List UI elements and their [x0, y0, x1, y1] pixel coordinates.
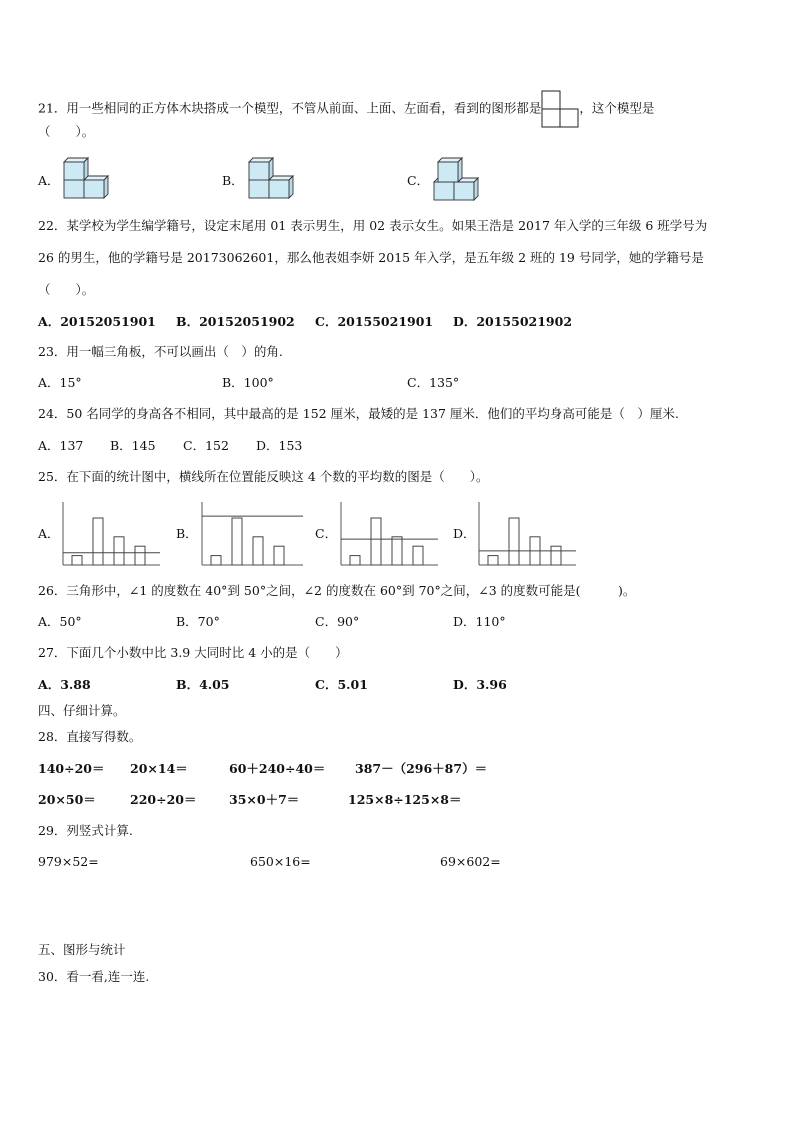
chart-bar — [114, 537, 124, 565]
q23-text: 23．用一幅三角板，不可以画出（ ）的角. — [38, 344, 283, 359]
q21-model-a-image — [62, 156, 110, 200]
q22-option-d[interactable]: D．20155021902 — [453, 314, 573, 329]
chart-bar — [93, 518, 103, 565]
q22-option-c[interactable]: C．20155021901 — [315, 314, 434, 329]
q22-option-b[interactable]: B．20152051902 — [176, 314, 295, 329]
q21-paren: （ ）。 — [38, 124, 95, 139]
q28-item: 125×8÷125×8＝ — [348, 792, 462, 807]
q28-item: 35×0＋7＝ — [229, 792, 300, 807]
q23-option-b[interactable]: B．100° — [222, 375, 274, 390]
q28-item: 140÷20＝ — [38, 761, 105, 776]
q21-text-b: ，这个模型是 — [579, 100, 655, 116]
chart-bar — [551, 546, 561, 565]
chart-bar — [413, 546, 423, 565]
q24-text: 24．50 名同学的身高各不相同，其中最高的是 152 厘米，最矮的是 137 厘米．他们的平均身高可能是（ ）厘米. — [38, 406, 679, 421]
q21-line — [38, 90, 654, 128]
q26-text: 26．三角形中，∠1 的度数在 40°到 50°之间，∠2 的度数在 60°到 70°之间，∠3 的度数可能是( )。 — [38, 583, 636, 598]
q25-chart-d — [476, 500, 578, 568]
q29-item: 979×52= — [38, 854, 99, 869]
q29-text: 29．列竖式计算. — [38, 823, 133, 838]
chart-bar — [371, 518, 381, 565]
q25-chart-b — [199, 500, 305, 568]
q22-line2: 26 的男生，他的学籍号是 20173062601，那么他表姐李妍 2015 年入学，是五年级 2 班的 19 号同学，她的学籍号是 — [38, 250, 704, 265]
q25-option-c[interactable]: C． — [315, 526, 338, 541]
q24-option-b[interactable]: B．145 — [110, 438, 156, 453]
chart-bar — [135, 546, 145, 565]
q22-option-a[interactable]: A．20152051901 — [38, 314, 156, 329]
chart-bar — [350, 556, 360, 565]
q26-option-b[interactable]: B．70° — [176, 614, 220, 629]
q24-option-a[interactable]: A．137 — [38, 438, 84, 453]
chart-bar — [392, 537, 402, 565]
chart-bar — [211, 556, 221, 565]
section4-heading: 四、仔细计算。 — [38, 703, 126, 718]
q28-item: 387－（296＋87）＝ — [355, 761, 488, 776]
q24-option-d[interactable]: D．153 — [256, 438, 303, 453]
q21-text-a: 21．用一些相同的正方体木块搭成一个模型，不管从前面、上面、左面看，看到的图形都是 — [38, 100, 542, 116]
q23-option-c[interactable]: C．135° — [407, 375, 460, 390]
chart-bar — [72, 556, 82, 565]
q22-paren: （ ）。 — [38, 282, 95, 297]
q30-text: 30．看一看,连一连. — [38, 969, 150, 984]
q29-item: 69×602= — [440, 854, 501, 869]
q25-option-a[interactable]: A． — [38, 526, 60, 541]
q21-option-b[interactable]: B． — [222, 173, 244, 188]
chart-bar — [253, 537, 263, 565]
q28-item: 20×14＝ — [130, 761, 188, 776]
q27-option-c[interactable]: C．5.01 — [315, 677, 368, 692]
q28-item: 220÷20＝ — [130, 792, 197, 807]
q27-option-a[interactable]: A．3.88 — [38, 677, 91, 692]
q27-option-d[interactable]: D．3.96 — [453, 677, 507, 692]
chart-bar — [488, 556, 498, 565]
q22-line1: 22．某学校为学生编学籍号，设定末尾用 01 表示男生，用 02 表示女生。如果王浩是 2017 年入学的三年级 6 班学号为 — [38, 218, 708, 233]
chart-bar — [274, 546, 284, 565]
q26-option-d[interactable]: D．110° — [453, 614, 506, 629]
q24-option-c[interactable]: C．152 — [183, 438, 229, 453]
q28-item: 20×50＝ — [38, 792, 96, 807]
q21-option-a[interactable]: A． — [38, 173, 60, 188]
q28-text: 28．直接写得数。 — [38, 729, 142, 744]
chart-bar — [509, 518, 519, 565]
q29-item: 650×16= — [250, 854, 311, 869]
q27-option-b[interactable]: B．4.05 — [176, 677, 230, 692]
q26-option-a[interactable]: A．50° — [38, 614, 82, 629]
q28-item: 60＋240÷40＝ — [229, 761, 326, 776]
section5-heading: 五、图形与统计 — [38, 942, 126, 957]
q25-chart-a — [60, 500, 162, 568]
q23-option-a[interactable]: A．15° — [38, 375, 82, 390]
chart-bar — [232, 518, 242, 565]
q25-text: 25．在下面的统计图中，横线所在位置能反映这 4 个数的平均数的图是（ ）。 — [38, 469, 489, 484]
q25-option-b[interactable]: B． — [176, 526, 198, 541]
q21-model-b-image — [247, 156, 295, 200]
q21-option-c[interactable]: C． — [407, 173, 430, 188]
q27-text: 27．下面几个小数中比 3.9 大同时比 4 小的是（ ） — [38, 645, 348, 660]
q21-view-figure — [541, 90, 579, 128]
q26-option-c[interactable]: C．90° — [315, 614, 360, 629]
q25-option-d[interactable]: D． — [453, 526, 476, 541]
q25-chart-c — [338, 500, 440, 568]
q21-model-c-image — [432, 156, 488, 202]
